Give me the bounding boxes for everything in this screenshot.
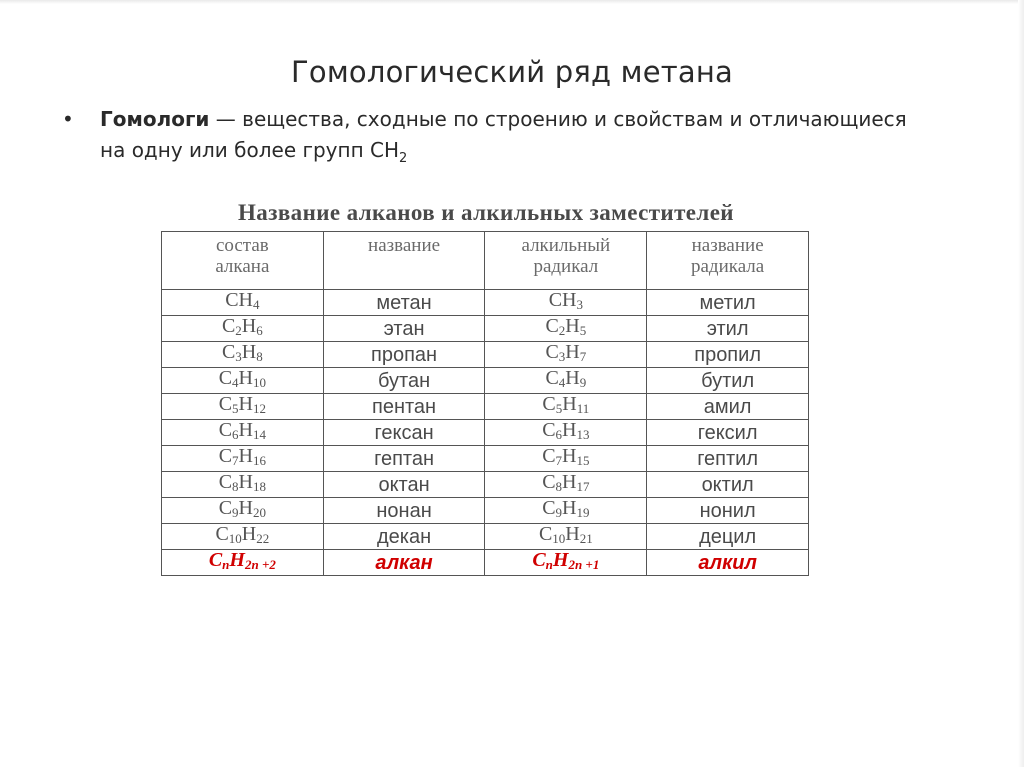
bullet-marker: • (62, 107, 74, 131)
formula-subscript: 7 (232, 453, 239, 468)
formula-subscript: 3 (235, 349, 242, 364)
formula-subscript: 18 (252, 479, 266, 494)
formula-element: CH (225, 289, 253, 311)
alkane-name: гексан (323, 420, 485, 446)
radical-formula (485, 472, 647, 498)
formula-subscript: 6 (555, 427, 563, 442)
radical-formula (485, 420, 647, 446)
alkane-formula (162, 446, 324, 472)
formula-element: C (545, 315, 559, 337)
table-row (162, 524, 809, 550)
alkane-formula (162, 472, 324, 498)
alkanes-table (161, 231, 809, 576)
formula-subscript: 5 (232, 401, 239, 416)
formula-subscript: 3 (558, 349, 566, 364)
formula-subscript: 2n +2 (244, 557, 276, 572)
slide-right-edge (1018, 0, 1024, 767)
general-alkane-name: алкан (323, 550, 485, 576)
radical-formula (485, 316, 647, 342)
header-alkane-composition (162, 232, 324, 290)
formula-subscript: 6 (256, 323, 263, 338)
definition-subscript: 2 (399, 151, 408, 166)
formula-element: H (238, 367, 253, 389)
table-body (162, 290, 809, 576)
formula-subscript: 19 (576, 505, 590, 520)
formula-subscript: 4 (232, 375, 239, 390)
formula-element: CH (548, 289, 577, 311)
header-alkyl-radical (485, 232, 647, 290)
formula-subscript: 21 (579, 531, 593, 546)
formula-element: H (238, 497, 253, 519)
radical-name: пропил (647, 342, 809, 368)
header-alkane-name (323, 232, 485, 290)
alkane-name: пентан (323, 394, 485, 420)
header-line: радикал (533, 256, 599, 277)
formula-subscript: 22 (256, 531, 270, 546)
formula-element: H (241, 315, 257, 337)
radical-formula (485, 394, 647, 420)
formula-element: C (218, 471, 233, 493)
formula-subscript: 2n +1 (568, 557, 600, 572)
formula-subscript: 16 (252, 453, 266, 468)
formula-element: H (229, 549, 245, 571)
formula-element: C (545, 367, 559, 389)
table-row (162, 498, 809, 524)
formula-subscript: 4 (252, 297, 260, 312)
table-row (162, 472, 809, 498)
formula-subscript: 9 (232, 505, 239, 520)
formula-subscript: 15 (576, 453, 590, 468)
alkane-formula (162, 394, 324, 420)
radical-name: октил (647, 472, 809, 498)
formula-element: C (218, 367, 233, 389)
formula-element: H (241, 341, 257, 363)
general-radical-formula (485, 550, 647, 576)
table-row (162, 316, 809, 342)
alkane-name: декан (323, 524, 485, 550)
alkane-name: нонан (323, 498, 485, 524)
formula-element: H (562, 497, 577, 519)
formula-element: C (221, 315, 236, 337)
formula-element: H (565, 367, 580, 389)
general-formula-row (162, 550, 809, 576)
radical-name: амил (647, 394, 809, 420)
formula-element: H (562, 471, 577, 493)
table-title: Название алканов и алкильных заместителей (238, 200, 734, 225)
formula-subscript: 12 (252, 401, 266, 416)
table-row (162, 368, 809, 394)
formula-element: H (562, 419, 577, 441)
formula-element: C (218, 419, 233, 441)
radical-name: бутил (647, 368, 809, 394)
radical-formula (485, 342, 647, 368)
header-line: название (368, 235, 441, 256)
formula-element: C (538, 523, 553, 545)
table-row (162, 446, 809, 472)
definition-text (100, 104, 930, 169)
table-row (162, 420, 809, 446)
header-line: состав (215, 235, 269, 256)
formula-subscript: 14 (252, 427, 266, 442)
radical-name: этил (647, 316, 809, 342)
formula-element: C (542, 419, 556, 441)
formula-element: H (238, 445, 253, 467)
radical-name: метил (647, 290, 809, 316)
formula-element: H (562, 393, 577, 415)
alkane-name: этан (323, 316, 485, 342)
formula-subscript: 8 (555, 479, 563, 494)
formula-subscript: 9 (579, 375, 587, 390)
formula-subscript: 10 (228, 531, 242, 546)
formula-element: C (542, 471, 556, 493)
alkane-name: пропан (323, 342, 485, 368)
formula-subscript: 8 (256, 349, 263, 364)
formula-element: H (565, 315, 580, 337)
table-header-row (162, 232, 809, 290)
table-row (162, 342, 809, 368)
formula-element: C (532, 549, 546, 571)
formula-element: C (545, 341, 559, 363)
definition-term: Гомологи (100, 107, 210, 131)
alkane-formula (162, 368, 324, 394)
radical-formula (485, 524, 647, 550)
alkane-formula (162, 316, 324, 342)
formula-element: H (552, 549, 569, 571)
formula-subscript: 5 (555, 401, 563, 416)
alkane-name: гептан (323, 446, 485, 472)
formula-subscript: 2 (558, 323, 566, 338)
definition-body: — вещества, сходные по строению и свойствам и отличающиеся на одну или более групп CH (100, 107, 907, 162)
alkane-formula (162, 524, 324, 550)
formula-element: H (562, 445, 577, 467)
formula-element: C (218, 445, 233, 467)
formula-element: C (542, 497, 556, 519)
formula-element: H (238, 393, 253, 415)
radical-name: гексил (647, 420, 809, 446)
alkane-formula (162, 420, 324, 446)
radical-formula (485, 368, 647, 394)
header-line: алкана (215, 256, 270, 277)
radical-formula (485, 446, 647, 472)
general-alkane-formula (162, 550, 324, 576)
formula-subscript: 4 (558, 375, 566, 390)
alkane-formula (162, 290, 324, 316)
radical-formula (485, 290, 647, 316)
slide-top-edge (0, 0, 1024, 4)
formula-subscript: 11 (576, 401, 590, 416)
formula-element: C (542, 445, 556, 467)
formula-subscript: 9 (555, 505, 563, 520)
header-line: радикала (691, 256, 765, 277)
formula-element: H (565, 523, 580, 545)
formula-element: H (565, 341, 580, 363)
formula-subscript: 2 (235, 323, 242, 338)
alkane-name: метан (323, 290, 485, 316)
formula-element: C (542, 393, 556, 415)
alkane-name: октан (323, 472, 485, 498)
formula-element: C (218, 393, 233, 415)
table-row (162, 290, 809, 316)
radical-name: децил (647, 524, 809, 550)
radical-formula (485, 498, 647, 524)
formula-subscript: 3 (576, 297, 583, 312)
formula-element: H (241, 523, 257, 545)
radical-name: гептил (647, 446, 809, 472)
formula-element: C (221, 341, 236, 363)
formula-subscript: 10 (552, 531, 566, 546)
formula-element: H (238, 471, 253, 493)
formula-subscript: 8 (232, 479, 239, 494)
formula-subscript: 7 (555, 453, 563, 468)
alkane-formula (162, 498, 324, 524)
header-radical-name (647, 232, 809, 290)
header-line: алкильный (521, 235, 611, 256)
formula-subscript: 13 (576, 427, 590, 442)
formula-element: C (218, 497, 233, 519)
alkane-formula (162, 342, 324, 368)
formula-subscript: 7 (579, 349, 587, 364)
formula-subscript: 6 (232, 427, 239, 442)
radical-name: нонил (647, 498, 809, 524)
formula-subscript: n (222, 557, 230, 572)
alkane-name: бутан (323, 368, 485, 394)
header-line: название (691, 235, 764, 256)
formula-element: C (208, 549, 223, 571)
formula-subscript: n (545, 557, 553, 572)
formula-element: H (238, 419, 253, 441)
table-row (162, 394, 809, 420)
formula-subscript: 5 (579, 323, 587, 338)
formula-subscript: 10 (252, 375, 266, 390)
formula-element: C (215, 523, 229, 545)
general-radical-name: алкил (647, 550, 809, 576)
formula-subscript: 17 (576, 479, 590, 494)
slide-title: Гомологический ряд метана (291, 55, 733, 89)
formula-subscript: 20 (252, 505, 266, 520)
